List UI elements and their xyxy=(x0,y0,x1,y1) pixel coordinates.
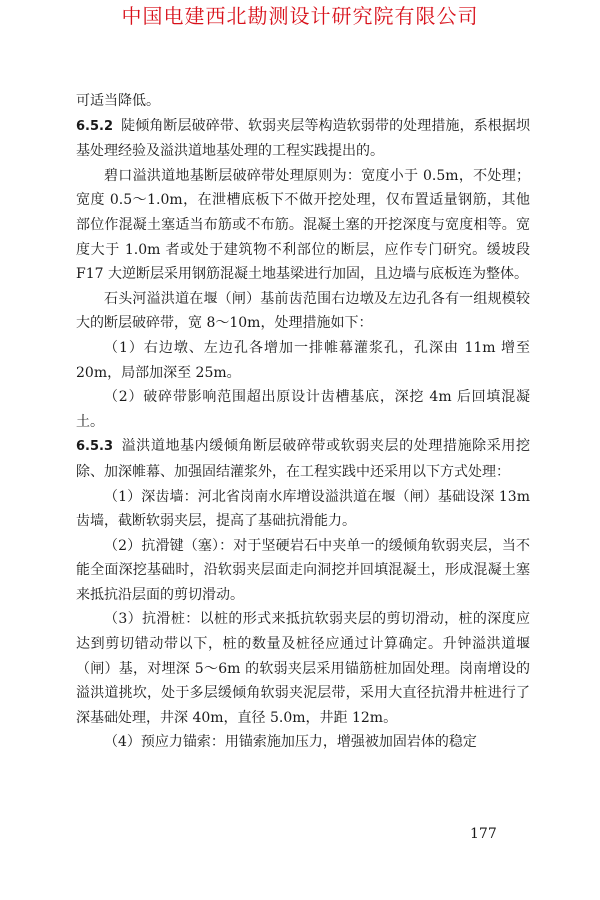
paragraph-bikou: 碧口溢洪道地基断层破碎带处理原则为：宽度小于 0.5m，不处理；宽度 0.5～1.0m，在泄槽底板下不做开挖处理，仅布置适量钢筋，其他部位作混凝土塞适当布筋或不布筋。混凝土塞的开挖深度与宽度相等。宽度大于 1.0m 者或处于建筑物不利部位的断层，应作专门研究。缓坡段 F17 大逆断层采用钢筋混凝土地基梁进行加固，且边墙与底板连为整体。 xyxy=(76,167,530,283)
clause-number: 6.5.2 xyxy=(76,118,114,134)
list-item: （1）深齿墙：河北省岗南水库增设溢洪道在堰（闸）基础设深 13m 齿墙，截断软弱夹层，提高了基础抗滑能力。 xyxy=(76,488,530,530)
clause-text: 溢洪道地基内缓倾角断层破碎带或软弱夹层的处理措施除采用挖除、加深帷幕、加强固结灌浆外，在工程实践中还采用以下方式处理： xyxy=(76,438,530,480)
clause-6-5-2 xyxy=(76,114,530,164)
paragraph-shitouhe: 石头河溢洪道在堰（闸）基前齿范围右边墩及左边孔各有一组规模较大的断层破碎带，宽 8～10m，处理措施如下： xyxy=(76,290,530,332)
clause-6-5-3 xyxy=(76,434,530,484)
page-number: 177 xyxy=(470,826,497,842)
list-item: （2）抗滑键（塞）：对于坚硬岩石中夹单一的缓倾角软弱夹层，当不能全面深挖基础时，沿软弱夹层面走向洞挖并回填混凝土，形成混凝土塞来抵抗沿层面的剪切滑动。 xyxy=(76,537,530,603)
list-item: （4）预应力锚索：用锚索施加压力，增强被加固岩体的稳定 xyxy=(104,734,477,751)
list-item: （2）破碎带影响范围超出原设计齿槽基底，深挖 4m 后回填混凝土。 xyxy=(76,389,530,430)
clause-text: 陡倾角断层破碎带、软弱夹层等构造软弱带的处理措施，系根据坝基处理经验及溢洪道地基处理的工程实践提出的。 xyxy=(76,117,530,160)
list-item: （1）右边墩、左边孔各增加一排帷幕灌浆孔，孔深由 11m 增至 20m，局部加深至 25m。 xyxy=(76,339,530,381)
paragraph-continuation: 可适当降低。 xyxy=(76,93,160,109)
list-item: （3）抗滑桩：以桩的形式来抵抗软弱夹层的剪切滑动，桩的深度应达到剪切错动带以下，桩的数量及桩径应通过计算确定。升钟溢洪道堰（闸）基，对埋深 5～6m 的软弱夹层采用锚筋桩加固处理。岗南增设的溢洪道挑坎，处于多层缓倾角软弱夹泥层带，采用大直径抗滑井桩进行了深基础处理，井深 40m，直径 5.0m，井距 12m。 xyxy=(76,611,530,726)
clause-number: 6.5.3 xyxy=(76,439,114,455)
document-body xyxy=(76,89,530,755)
company-name: 中国电建西北勘测设计研究院有限公司 xyxy=(121,4,479,28)
page-header xyxy=(0,3,600,29)
